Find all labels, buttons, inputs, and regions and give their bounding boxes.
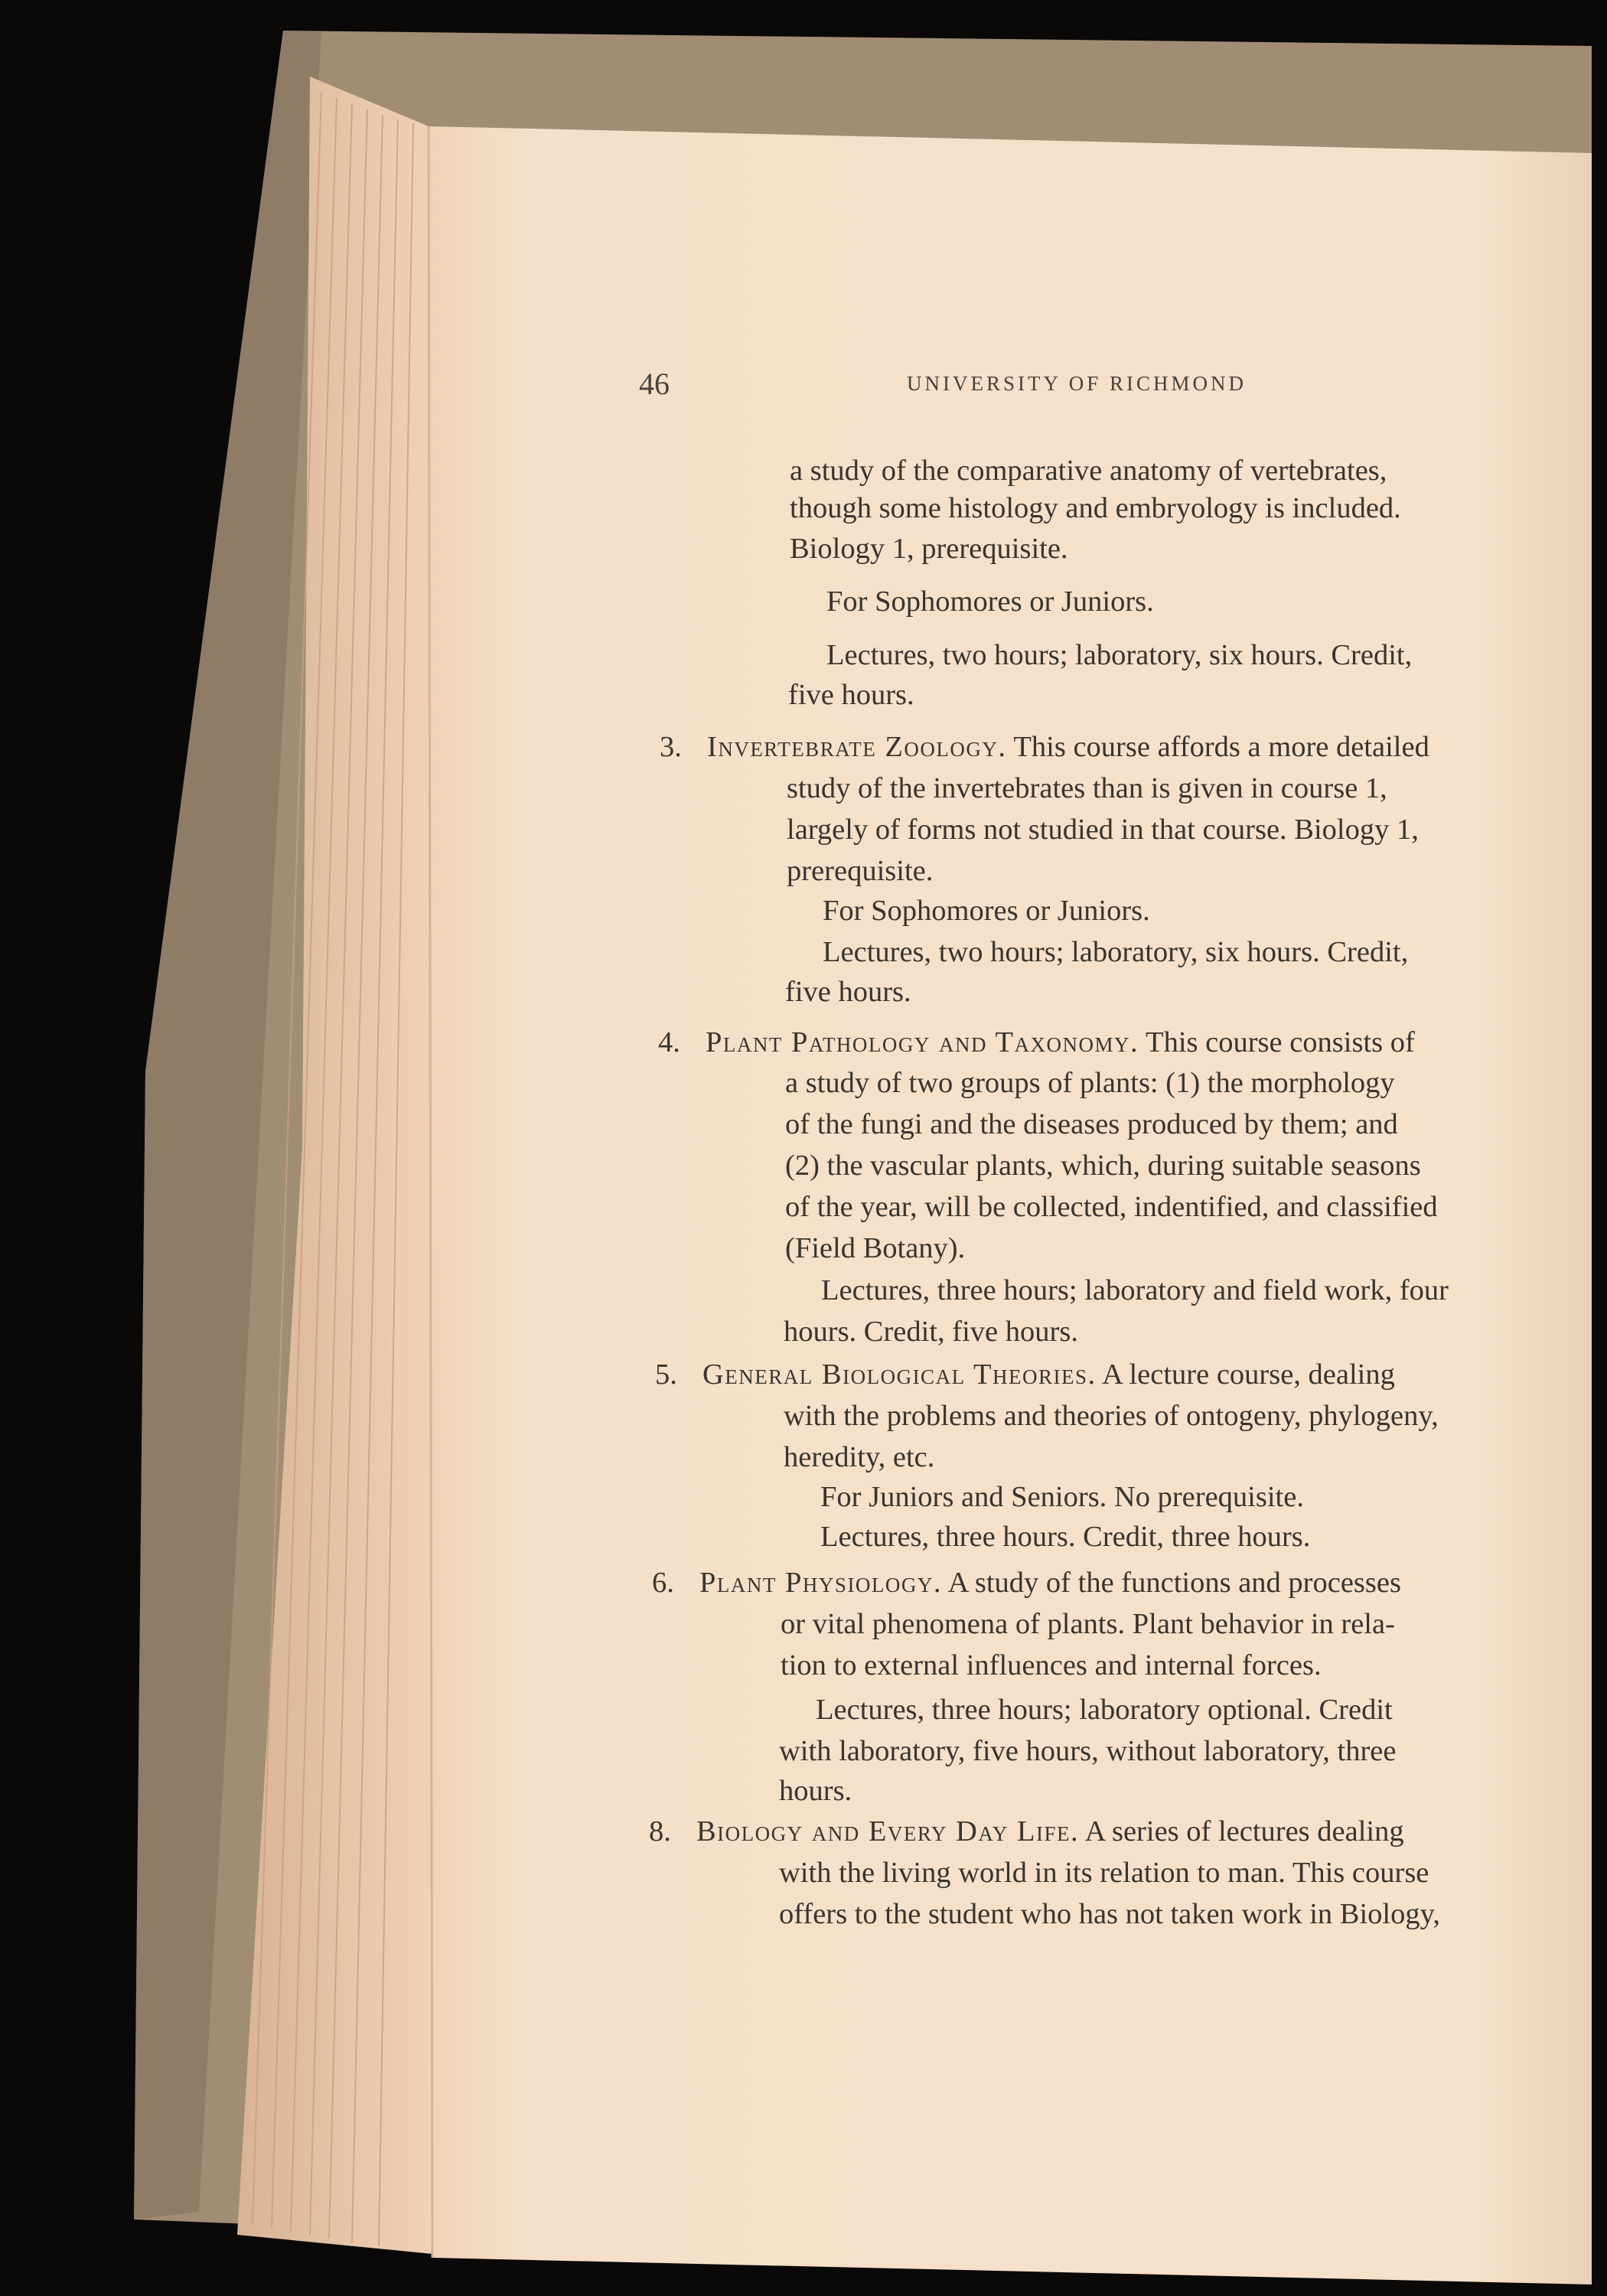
text-line: offers to the student who has not taken work in Biology,: [779, 1898, 1440, 1930]
text-line: (2) the vascular plants, which, during suitable seasons: [785, 1150, 1421, 1182]
course-title: Invertebrate Zoology.: [707, 731, 1007, 763]
course-heading: [696, 1810, 1404, 1853]
text-line: tion to external influences and internal forces.: [781, 1649, 1322, 1681]
text-line: Lectures, three hours. Credit, three hours.: [820, 1521, 1311, 1553]
course-heading: [702, 1353, 1395, 1396]
course-heading: [699, 1561, 1401, 1604]
course-description: This course affords a more detailed: [1013, 731, 1429, 763]
course-number: 4.: [658, 1026, 680, 1058]
course-number: 8.: [649, 1815, 671, 1848]
text-line: hours. Credit, five hours.: [784, 1316, 1078, 1348]
text-line: For Juniors and Seniors. No prerequisite.: [820, 1481, 1304, 1513]
text-line: a study of two groups of plants: (1) the morphology: [785, 1067, 1395, 1099]
text-line: with laboratory, five hours, without laboratory, three: [779, 1735, 1397, 1767]
text-line: For Sophomores or Juniors.: [823, 895, 1150, 927]
course-description: This course consists of: [1146, 1026, 1415, 1058]
text-line: largely of forms not studied in that course. Biology 1,: [787, 814, 1419, 846]
text-line: (Field Botany).: [785, 1232, 966, 1264]
text-line: five hours.: [785, 976, 911, 1008]
course-description: A lecture course, dealing: [1102, 1358, 1395, 1391]
course-number: 5.: [655, 1358, 677, 1391]
course-title: Biology and Every Day Life.: [696, 1815, 1080, 1848]
course-number: 6.: [652, 1567, 674, 1599]
course-heading: [706, 1021, 1415, 1064]
text-line: though some histology and embryology is included.: [790, 492, 1401, 524]
running-head-title: UNIVERSITY OF RICHMOND: [907, 372, 1247, 395]
course-heading: [707, 726, 1429, 768]
course-title: Plant Physiology.: [699, 1567, 943, 1599]
text-line: hours.: [779, 1775, 852, 1807]
course-number: 3.: [660, 731, 682, 763]
text-line: For Sophomores or Juniors.: [826, 585, 1154, 618]
text-line: Lectures, two hours; laboratory, six hours. Credit,: [823, 936, 1409, 968]
text-line: or vital phenomena of plants. Plant behavior in rela-: [781, 1608, 1395, 1640]
text-line: Lectures, two hours; laboratory, six hours. Credit,: [826, 639, 1413, 671]
text-line: Lectures, three hours; laboratory optional. Credit: [816, 1694, 1393, 1726]
course-description: A series of lectures dealing: [1084, 1815, 1404, 1848]
text-line: with the problems and theories of ontogeny, phylogeny,: [784, 1400, 1439, 1432]
course-description: A study of the functions and processes: [947, 1567, 1401, 1599]
text-line: Lectures, three hours; laboratory and field work, four: [821, 1274, 1449, 1306]
text-line: with the living world in its relation to man. This course: [779, 1857, 1429, 1889]
course-title: Plant Pathology and Taxonomy.: [706, 1026, 1139, 1058]
running-head: [639, 366, 1607, 412]
text-line: of the year, will be collected, indentified, and classified: [785, 1191, 1438, 1223]
text-line: prerequisite.: [787, 855, 934, 887]
text-line: five hours.: [788, 679, 914, 711]
text-line: a study of the comparative anatomy of vertebrates,: [790, 455, 1387, 487]
page-number: 46: [639, 367, 670, 401]
text-line: of the fungi and the diseases produced by them; and: [785, 1108, 1398, 1140]
text-line: study of the invertebrates than is given in course 1,: [787, 772, 1387, 804]
course-title: General Biological Theories.: [702, 1358, 1097, 1391]
text-line: Biology 1, prerequisite.: [790, 533, 1068, 565]
text-line: heredity, etc.: [784, 1441, 935, 1473]
